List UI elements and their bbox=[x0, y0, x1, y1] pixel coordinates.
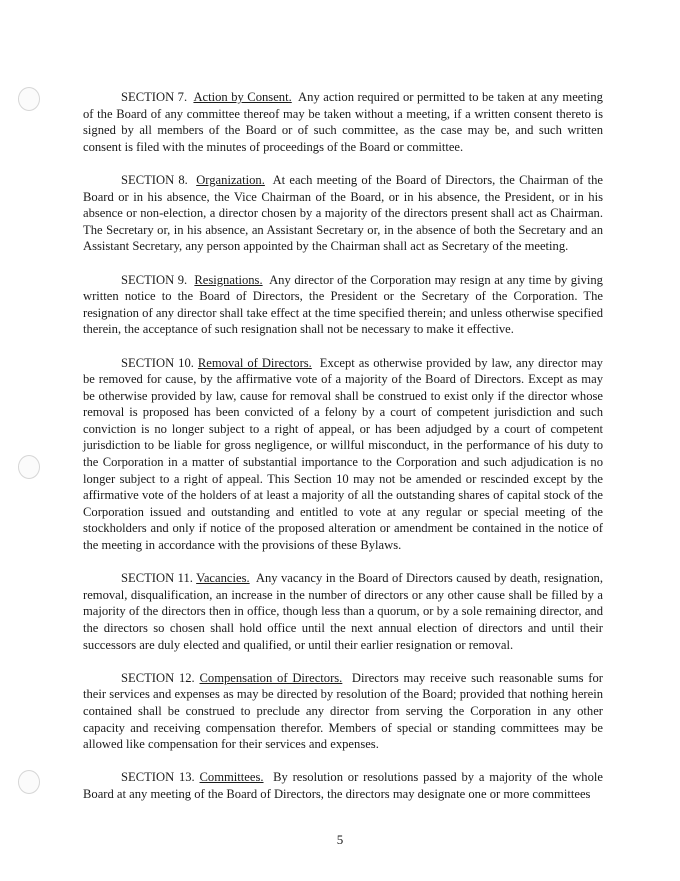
section-title: Removal of Directors. bbox=[197, 355, 312, 370]
section-title: Committees. bbox=[199, 770, 264, 785]
section-text: Any director of the Corporation may resign at any time by giving written notice to the Board of Directors, the President or the Secretary of the Corporation. The resignation of any director shall take effect at the time specified therein; and unless otherwise specified therein, the acceptance of such resignation shall not be necessary to make it effective. bbox=[83, 272, 603, 337]
section-text: Any vacancy in the Board of Directors caused by death, resignation, removal, disqualification, an increase in the number of directors or any other cause shall be filled by a majority of the directors then in office, though less than a quorum, or by a sole remaining director, and the directors so chosen shall hold office until the next annual election of directors and until their successors are duly elected and qualified, or until their earlier resignation or removal. bbox=[83, 571, 603, 652]
section-text: Any action required or permitted to be taken at any meeting of the Board of any committee thereof may be taken without a meeting, if a written consent thereto is signed by all members of the Board or of such committee, as the case may be, and such written consent is filed with the minutes of proceedings of the Board or committee. bbox=[83, 90, 603, 154]
section-10 bbox=[83, 355, 603, 554]
section-text: Except as otherwise provided by law, any director may be removed for cause, by the affirmative vote of a majority of the Board of Directors. Except as may be otherwise provided by law, cause for removal shall be construed to exist only if the director whose removal is proposed has been convicted of a felony by a court of competent jurisdiction and such conviction is no longer subject to a right of appeal, or has been adjudged by a court of competent jurisdiction to be liable for gross negligence, or willful misconduct, in the performance of his duty to the Corporation in a matter of substantial importance to the Corporation and such adjudication is no longer subject to a right of appeal. This Section 10 may not be amended or rescinded except by the affirmative vote of the holders of at least a majority of all the outstanding shares of capital stock of the Corporation issued and outstanding and entitled to vote at any regular or special meeting of the stockholders and only if notice of the proposed alteration or amendment be contained in the notice of the meeting in accordance with the provisions of these Bylaws. bbox=[83, 355, 603, 553]
section-title: Organization. bbox=[196, 172, 265, 187]
binder-hole-bottom bbox=[18, 770, 40, 794]
section-label: SECTION 8. bbox=[121, 172, 188, 187]
bylaws-body bbox=[83, 89, 603, 819]
section-label: SECTION 9. bbox=[121, 272, 188, 287]
section-13 bbox=[83, 769, 603, 802]
section-label: SECTION 10. bbox=[121, 355, 194, 370]
section-label: SECTION 12. bbox=[121, 670, 195, 685]
section-text: Directors may receive such reasonable sums for their services and expenses as may be directed by resolution of the Board; provided that nothing herein contained shall be construed to preclude any director from serving the Corporation in any other capacity and receiving compensation therefor. Members of special or standing committees may be allowed like compensation for their services and expenses. bbox=[83, 670, 603, 752]
section-label: SECTION 13. bbox=[121, 770, 195, 785]
section-9 bbox=[83, 272, 603, 338]
section-title: Vacancies. bbox=[196, 571, 250, 586]
binder-hole-middle bbox=[18, 455, 40, 479]
section-11 bbox=[83, 570, 603, 653]
section-label: SECTION 7. bbox=[121, 90, 188, 104]
section-title: Action by Consent. bbox=[193, 90, 292, 104]
section-text: By resolution or resolutions passed by a majority of the whole Board at any meeting of the Board of Directors, the directors may designate one or more committees bbox=[83, 770, 603, 801]
section-title: Compensation of Directors. bbox=[199, 670, 343, 685]
section-8 bbox=[83, 172, 603, 255]
page-number: 5 bbox=[336, 832, 344, 847]
section-title: Resignations. bbox=[194, 272, 263, 287]
binder-hole-top bbox=[18, 87, 40, 111]
section-7 bbox=[83, 89, 603, 155]
section-text: At each meeting of the Board of Directors, the Chairman of the Board or in his absence, the Vice Chairman of the Board, or in his absence, the President, or in his absence or non-election, a director chosen by a majority of the directors present shall act as Chairman. The Secretary or, in his absence, an Assistant Secretary or, in the absence of both the Secretary and an Assistant Secretary, any person appointed by the Chairman shall act as Secretary of the meeting. bbox=[83, 172, 603, 254]
section-label: SECTION 11. bbox=[121, 571, 193, 586]
section-12 bbox=[83, 670, 603, 753]
